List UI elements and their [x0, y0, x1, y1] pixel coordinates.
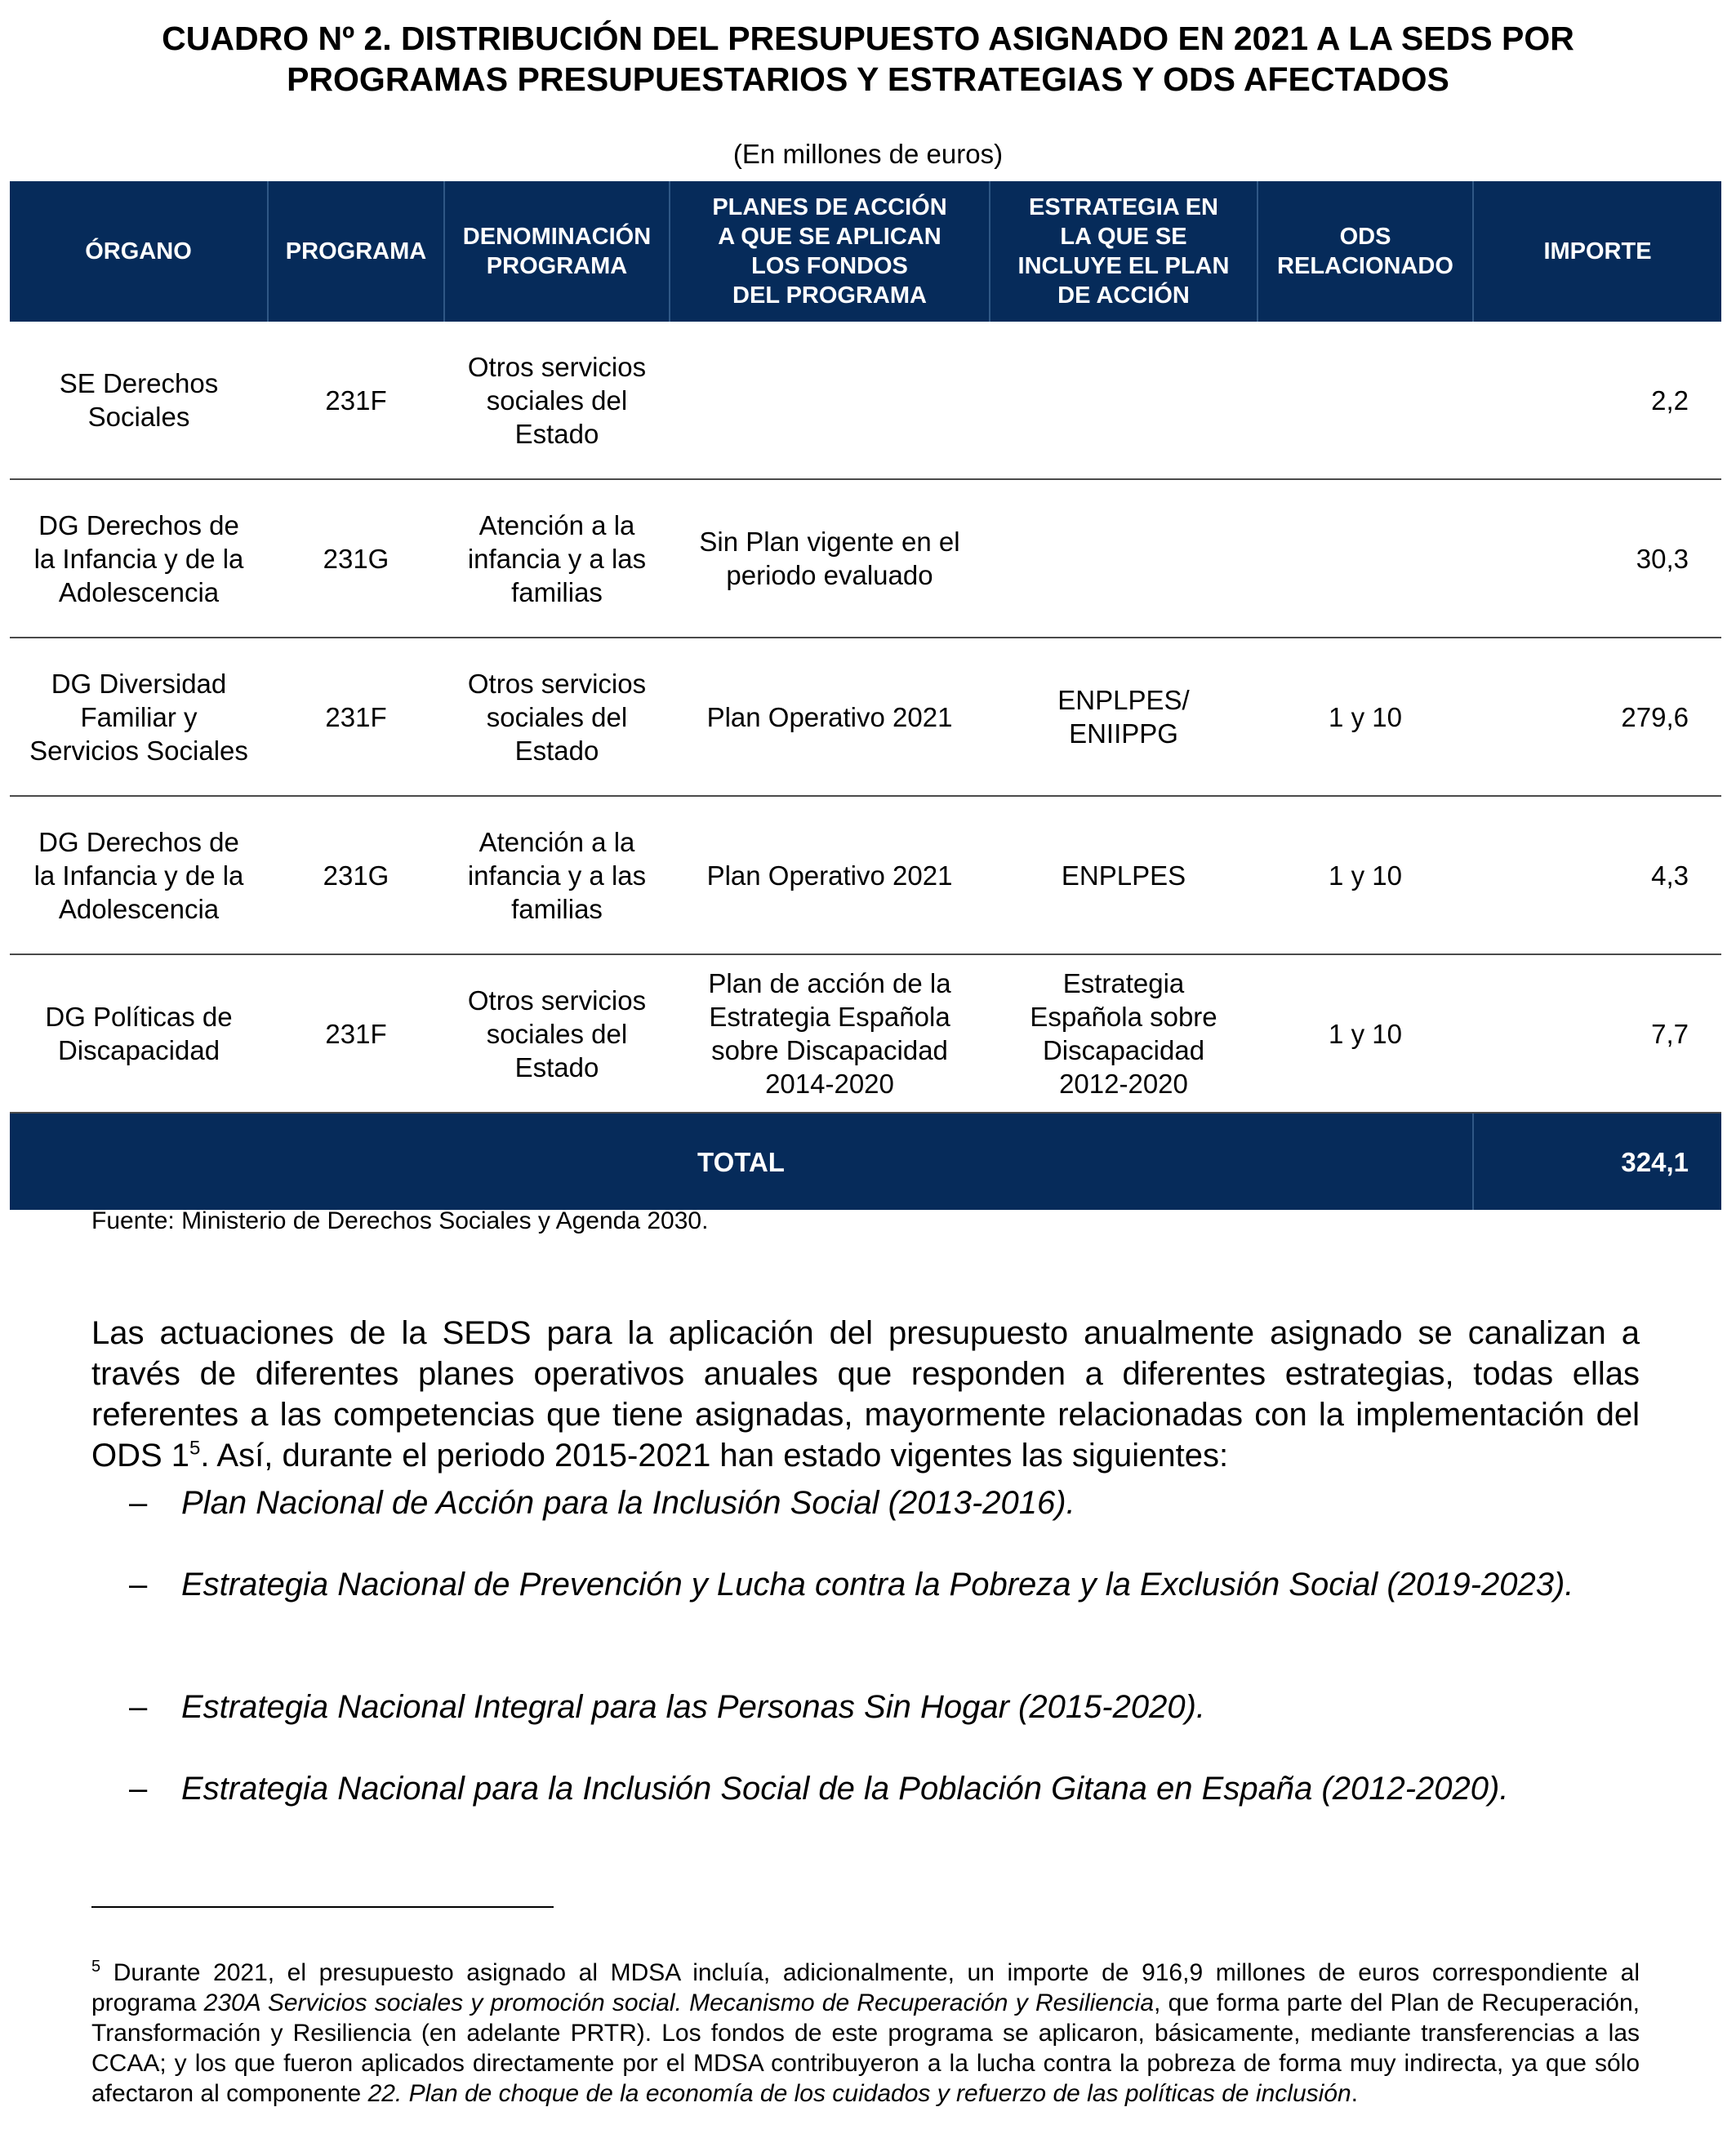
table-total-row — [10, 1113, 1721, 1210]
cell-ods — [1257, 479, 1473, 638]
cell-estrategia: ENPLPES — [990, 796, 1257, 954]
cell-importe: 4,3 — [1473, 796, 1721, 954]
footnote-text-end: . — [1351, 2080, 1359, 2107]
footnote-number: 5 — [91, 1958, 101, 1976]
header-organo: ÓRGANO — [10, 181, 268, 322]
table-title-line-1: CUADRO Nº 2. DISTRIBUCIÓN DEL PRESUPUESTO ASIGNADO EN 2021 A LA SEDS POR — [162, 20, 1574, 57]
cell-denominacion: Atención a la infancia y a las familias — [444, 479, 670, 638]
cell-plan: Plan Operativo 2021 — [670, 796, 990, 954]
list-item — [131, 1483, 1640, 1523]
footnote-program-name: 230A Servicios sociales y promoción social. Mecanismo de Recuperación y Resiliencia — [203, 1989, 1155, 2016]
table-row — [10, 322, 1721, 479]
dash-bullet: – — [129, 1771, 148, 1807]
body-paragraph-text-end: . Así, durante el periodo 2015-2021 han estado vigentes las siguientes: — [200, 1438, 1229, 1474]
header-importe: IMPORTE — [1473, 181, 1721, 322]
cell-estrategia — [990, 322, 1257, 479]
cell-organo: DG Derechos de la Infancia y de la Adolescencia — [10, 479, 268, 638]
cell-organo: DG Diversidad Familiar y Servicios Sociales — [10, 638, 268, 796]
dash-bullet: – — [129, 1689, 148, 1725]
budget-table — [10, 181, 1721, 1210]
cell-importe: 2,2 — [1473, 322, 1721, 479]
list-item — [131, 1687, 1640, 1727]
cell-ods: 1 y 10 — [1257, 638, 1473, 796]
cell-plan — [670, 322, 990, 479]
body-paragraph — [91, 1313, 1640, 1476]
table-title — [90, 18, 1646, 100]
total-value: 324,1 — [1473, 1113, 1721, 1210]
cell-importe: 279,6 — [1473, 638, 1721, 796]
dash-bullet: – — [129, 1485, 148, 1521]
cell-ods — [1257, 322, 1473, 479]
table-header-row — [10, 181, 1721, 322]
list-item-text: Estrategia Nacional Integral para las Personas Sin Hogar (2015-2020). — [181, 1689, 1206, 1725]
header-estrategia: ESTRATEGIA EN LA QUE SE INCLUYE EL PLAN DE ACCIÓN — [990, 181, 1257, 322]
header-ods: ODS RELACIONADO — [1257, 181, 1473, 322]
cell-programa: 231F — [268, 954, 444, 1113]
cell-organo: SE Derechos Sociales — [10, 322, 268, 479]
table-source: Fuente: Ministerio de Derechos Sociales y Agenda 2030. — [91, 1207, 709, 1234]
table-row — [10, 796, 1721, 954]
header-programa: PROGRAMA — [268, 181, 444, 322]
cell-importe: 7,7 — [1473, 954, 1721, 1113]
cell-ods: 1 y 10 — [1257, 796, 1473, 954]
table-row — [10, 638, 1721, 796]
header-denominacion: DENOMINACIÓN PROGRAMA — [444, 181, 670, 322]
cell-plan: Plan Operativo 2021 — [670, 638, 990, 796]
list-item — [131, 1564, 1640, 1605]
cell-plan: Sin Plan vigente en el periodo evaluado — [670, 479, 990, 638]
cell-organo: DG Políticas de Discapacidad — [10, 954, 268, 1113]
footnote-component-name: 22. Plan de choque de la economía de los cuidados y refuerzo de las políticas de inclusión — [367, 2080, 1351, 2107]
footnote-divider — [91, 1906, 554, 1908]
list-item-text: Plan Nacional de Acción para la Inclusión Social (2013-2016). — [181, 1485, 1075, 1521]
total-label: TOTAL — [10, 1113, 1473, 1210]
footnote-text-2: , que forma parte del Plan de Recuperación, Transformación y Resiliencia (en adelante PRTR). Los fondos de este programa se aplicaron, básicamente, mediante transferencias a las CCAA; y los que fueron aplicados directamente por el MDSA contribuyeron a la lucha contra la pobreza de forma muy indirecta, ya que sólo afectaron al componente — [91, 1989, 1640, 2107]
cell-programa: 231G — [268, 796, 444, 954]
list-item — [131, 1768, 1640, 1809]
cell-ods: 1 y 10 — [1257, 954, 1473, 1113]
units-note: (En millones de euros) — [732, 139, 1004, 169]
cell-organo: DG Derechos de la Infancia y de la Adolescencia — [10, 796, 268, 954]
cell-denominacion: Otros servicios sociales del Estado — [444, 322, 670, 479]
dash-bullet: – — [129, 1567, 148, 1603]
cell-denominacion: Otros servicios sociales del Estado — [444, 638, 670, 796]
cell-estrategia — [990, 479, 1257, 638]
cell-programa: 231F — [268, 638, 444, 796]
body-paragraph-text: Las actuaciones de la SEDS para la aplicación del presupuesto anualmente asignado se canalizan a través de diferentes planes operativos anuales que responden a diferentes estrategias, todas ellas referentes a las competencias que tiene asignadas, mayormente relacionadas con la implementación del ODS 1 — [91, 1315, 1640, 1474]
list-item-text: Estrategia Nacional para la Inclusión Social de la Población Gitana en España (2012-2020). — [181, 1771, 1509, 1807]
cell-estrategia: Estrategia Española sobre Discapacidad 2012-2020 — [990, 954, 1257, 1113]
cell-programa: 231G — [268, 479, 444, 638]
footnote-text: Durante 2021, el presupuesto asignado al MDSA incluía, adicionalmente, un importe de 916,9 millones de euros correspondiente al programa — [91, 1959, 1640, 2016]
list-item-text: Estrategia Nacional de Prevención y Lucha contra la Pobreza y la Exclusión Social (2019-2023). — [181, 1567, 1574, 1603]
cell-programa: 231F — [268, 322, 444, 479]
cell-plan: Plan de acción de la Estrategia Española sobre Discapacidad 2014-2020 — [670, 954, 990, 1113]
cell-estrategia: ENPLPES/ ENIIPPG — [990, 638, 1257, 796]
cell-denominacion: Atención a la infancia y a las familias — [444, 796, 670, 954]
footnote — [91, 1958, 1640, 2109]
table-row — [10, 479, 1721, 638]
table-title-line-2: PROGRAMAS PRESUPUESTARIOS Y ESTRATEGIAS Y ODS AFECTADOS — [287, 60, 1449, 98]
header-planes: PLANES DE ACCIÓN A QUE SE APLICAN LOS FONDOS DEL PROGRAMA — [670, 181, 990, 322]
cell-denominacion: Otros servicios sociales del Estado — [444, 954, 670, 1113]
table-row — [10, 954, 1721, 1113]
cell-importe: 30,3 — [1473, 479, 1721, 638]
footnote-reference: 5 — [189, 1437, 201, 1460]
